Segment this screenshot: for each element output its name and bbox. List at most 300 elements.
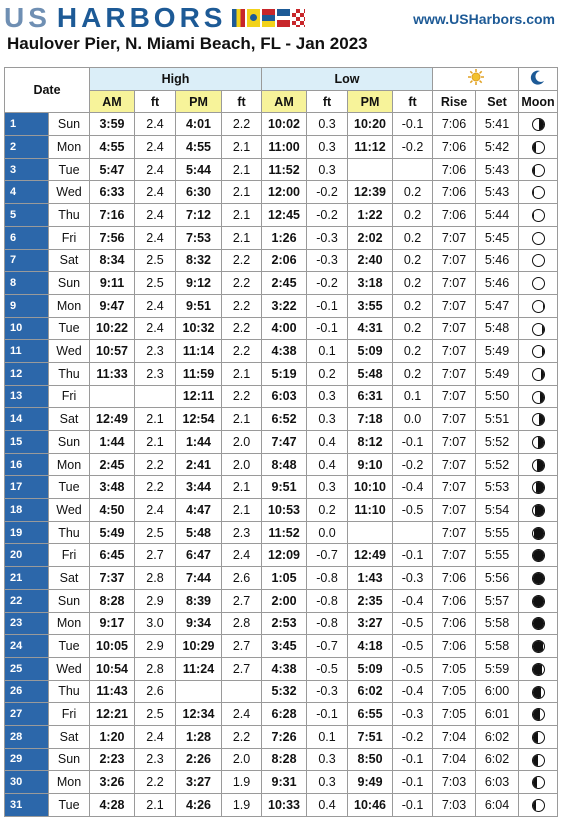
sunrise-time: 7:07 [433, 408, 476, 431]
day-number: 17 [5, 476, 49, 499]
day-name: Thu [49, 680, 90, 703]
high-pm-height: 2.1 [222, 226, 262, 249]
day-number: 4 [5, 181, 49, 204]
low-am-time: 9:51 [262, 476, 307, 499]
day-name: Tue [49, 635, 90, 658]
high-am-time: 6:45 [90, 544, 135, 567]
day-name: Tue [49, 476, 90, 499]
moon-phase-icon [532, 277, 545, 290]
moon-phase-cell [519, 204, 558, 227]
table-row [5, 657, 558, 680]
day-number: 14 [5, 408, 49, 431]
day-name: Sat [49, 567, 90, 590]
low-pm-height [393, 158, 433, 181]
day-number: 6 [5, 226, 49, 249]
low-am-height: 0.3 [307, 136, 348, 159]
high-pm-height: 2.1 [222, 181, 262, 204]
sunrise-time: 7:07 [433, 476, 476, 499]
sunrise-time: 7:06 [433, 181, 476, 204]
moon-phase-cell [519, 249, 558, 272]
day-number: 11 [5, 340, 49, 363]
day-number: 1 [5, 113, 49, 136]
low-pm-height: -0.3 [393, 567, 433, 590]
high-am-time: 10:54 [90, 657, 135, 680]
low-am-height: -0.3 [307, 249, 348, 272]
low-pm-time: 11:10 [348, 499, 393, 522]
sunset-time: 5:49 [476, 340, 519, 363]
low-pm-time: 1:43 [348, 567, 393, 590]
table-row [5, 499, 558, 522]
low-am-header: AM [262, 90, 307, 113]
moon-phase-cell [519, 408, 558, 431]
day-name: Thu [49, 204, 90, 227]
moon-phase-icon [532, 617, 545, 630]
sunrise-time: 7:07 [433, 340, 476, 363]
sunset-time: 5:42 [476, 136, 519, 159]
high-am-height: 2.3 [135, 340, 176, 363]
high-pm-time: 6:30 [176, 181, 222, 204]
sunrise-time: 7:07 [433, 385, 476, 408]
sunset-time: 5:51 [476, 408, 519, 431]
high-am-time: 10:22 [90, 317, 135, 340]
website-link[interactable]: www.USHarbors.com [413, 11, 555, 27]
low-am-height: 0.3 [307, 476, 348, 499]
low-pm-time: 6:31 [348, 385, 393, 408]
day-number: 13 [5, 385, 49, 408]
low-am-time: 11:00 [262, 136, 307, 159]
high-pm-height: 2.1 [222, 499, 262, 522]
moon-phase-cell [519, 113, 558, 136]
high-pm-time: 12:11 [176, 385, 222, 408]
low-pm-height: -0.1 [393, 544, 433, 567]
high-am-height: 2.7 [135, 544, 176, 567]
low-am-height: -0.1 [307, 317, 348, 340]
sunset-time: 5:59 [476, 657, 519, 680]
moon-phase-icon [532, 504, 545, 517]
day-number: 25 [5, 657, 49, 680]
high-am-height: 2.4 [135, 204, 176, 227]
high-pm-time [176, 680, 222, 703]
moon-phase-icon [532, 413, 545, 426]
sunset-time: 5:55 [476, 544, 519, 567]
sunrise-time: 7:07 [433, 521, 476, 544]
high-am-height: 2.9 [135, 589, 176, 612]
low-am-time: 7:26 [262, 725, 307, 748]
low-pm-time: 5:09 [348, 657, 393, 680]
moon-phase-icon [532, 481, 545, 494]
high-am-height [135, 385, 176, 408]
high-pm-height: 2.2 [222, 272, 262, 295]
low-am-height: -0.2 [307, 272, 348, 295]
moon-phase-cell [519, 431, 558, 454]
moon-phase-cell [519, 181, 558, 204]
table-row [5, 317, 558, 340]
low-pm-height: -0.4 [393, 476, 433, 499]
low-am-height: 0.1 [307, 725, 348, 748]
low-pm-time: 7:51 [348, 725, 393, 748]
high-pm-time: 12:54 [176, 408, 222, 431]
sunset-time: 5:46 [476, 272, 519, 295]
moon-phase-icon [532, 391, 545, 404]
day-name: Mon [49, 294, 90, 317]
sunset-time: 6:03 [476, 771, 519, 794]
high-am-height: 2.2 [135, 771, 176, 794]
moon-phase-icon [532, 141, 545, 154]
day-name: Sun [49, 272, 90, 295]
moon-phase-cell [519, 521, 558, 544]
high-am-time: 6:33 [90, 181, 135, 204]
high-pm-time: 1:28 [176, 725, 222, 748]
sunset-time: 5:52 [476, 431, 519, 454]
sunset-time: 6:01 [476, 703, 519, 726]
high-pm-height [222, 680, 262, 703]
low-pm-height: 0.2 [393, 181, 433, 204]
day-number: 20 [5, 544, 49, 567]
high-pm-height: 2.0 [222, 748, 262, 771]
high-pm-height: 1.9 [222, 771, 262, 794]
moon-phase-cell [519, 589, 558, 612]
high-pm-header: PM [176, 90, 222, 113]
day-number: 9 [5, 294, 49, 317]
day-name: Wed [49, 340, 90, 363]
day-number: 16 [5, 453, 49, 476]
moon-phase-icon [532, 164, 545, 177]
low-pm-height: -0.4 [393, 680, 433, 703]
low-pm-header: PM [348, 90, 393, 113]
low-pm-time: 6:02 [348, 680, 393, 703]
sunset-time: 6:02 [476, 748, 519, 771]
low-pm-height: -0.2 [393, 136, 433, 159]
low-pm-time: 7:18 [348, 408, 393, 431]
high-am-time: 2:23 [90, 748, 135, 771]
high-pm-height: 2.8 [222, 612, 262, 635]
sunset-time: 5:58 [476, 635, 519, 658]
low-pm-height: -0.5 [393, 499, 433, 522]
low-pm-height: 0.2 [393, 272, 433, 295]
moon-phase-cell [519, 476, 558, 499]
moon-phase-icon [532, 459, 545, 472]
low-am-time: 2:53 [262, 612, 307, 635]
low-pm-time: 10:10 [348, 476, 393, 499]
high-pm-time: 7:44 [176, 567, 222, 590]
high-pm-height: 2.0 [222, 453, 262, 476]
sunset-time: 5:48 [476, 317, 519, 340]
sunrise-time: 7:06 [433, 113, 476, 136]
low-am-time: 5:19 [262, 362, 307, 385]
low-pm-height: 0.2 [393, 294, 433, 317]
low-pm-height: -0.5 [393, 635, 433, 658]
low-am-time: 10:53 [262, 499, 307, 522]
day-name: Sat [49, 408, 90, 431]
moon-phase-icon [532, 186, 545, 199]
high-pm-height: 2.7 [222, 657, 262, 680]
sunset-time: 5:53 [476, 476, 519, 499]
sunset-time: 5:43 [476, 158, 519, 181]
low-am-time: 12:45 [262, 204, 307, 227]
high-pm-time: 11:14 [176, 340, 222, 363]
low-am-time: 12:00 [262, 181, 307, 204]
day-name: Fri [49, 544, 90, 567]
sunset-time: 5:45 [476, 226, 519, 249]
low-am-time: 2:06 [262, 249, 307, 272]
sunset-time: 5:46 [476, 249, 519, 272]
moon-phase-icon [532, 436, 545, 449]
tide-table [4, 67, 558, 817]
sunrise-time: 7:07 [433, 294, 476, 317]
high-pm-height: 1.9 [222, 794, 262, 817]
table-row [5, 589, 558, 612]
crescent-moon-icon [530, 69, 546, 85]
moon-phase-icon [532, 708, 545, 721]
high-am-time: 8:28 [90, 589, 135, 612]
high-am-time: 9:17 [90, 612, 135, 635]
high-am-height: 2.4 [135, 294, 176, 317]
low-pm-height: 0.2 [393, 340, 433, 363]
low-am-height: 0.1 [307, 340, 348, 363]
sun-header [433, 68, 519, 91]
sunrise-time: 7:07 [433, 226, 476, 249]
moon-phase-icon [532, 572, 545, 585]
table-row [5, 725, 558, 748]
low-pm-time: 6:55 [348, 703, 393, 726]
high-am-height: 2.1 [135, 794, 176, 817]
low-pm-height: -0.1 [393, 794, 433, 817]
high-pm-height: 2.1 [222, 158, 262, 181]
low-pm-time [348, 158, 393, 181]
high-am-height: 2.6 [135, 680, 176, 703]
low-pm-height: -0.1 [393, 113, 433, 136]
moon-phase-cell [519, 385, 558, 408]
moon-phase-icon [532, 686, 545, 699]
low-am-time: 8:28 [262, 748, 307, 771]
day-number: 12 [5, 362, 49, 385]
high-am-time: 9:47 [90, 294, 135, 317]
low-am-time: 5:32 [262, 680, 307, 703]
low-pm-time: 10:46 [348, 794, 393, 817]
high-am-height: 2.5 [135, 249, 176, 272]
moon-header-icon-cell [519, 68, 558, 91]
high-pm-time: 8:32 [176, 249, 222, 272]
low-pm-time: 5:48 [348, 362, 393, 385]
high-am-time: 2:45 [90, 453, 135, 476]
high-am-height: 2.3 [135, 362, 176, 385]
day-name: Fri [49, 703, 90, 726]
high-am-height: 2.5 [135, 521, 176, 544]
sunrise-time: 7:07 [433, 272, 476, 295]
high-am-height: 2.4 [135, 317, 176, 340]
low-am-time: 3:45 [262, 635, 307, 658]
sunrise-time: 7:05 [433, 680, 476, 703]
low-am-height: -0.8 [307, 612, 348, 635]
high-pm-height: 2.2 [222, 340, 262, 363]
high-pm-time: 4:55 [176, 136, 222, 159]
sunset-time: 5:50 [476, 385, 519, 408]
table-row [5, 612, 558, 635]
high-am-time: 1:44 [90, 431, 135, 454]
table-row [5, 249, 558, 272]
low-pm-height: -0.1 [393, 771, 433, 794]
sunrise-time: 7:07 [433, 362, 476, 385]
day-name: Sat [49, 249, 90, 272]
high-pm-height: 2.1 [222, 476, 262, 499]
high-pm-time: 10:29 [176, 635, 222, 658]
low-header: Low [262, 68, 433, 91]
table-row [5, 794, 558, 817]
brand-logo[interactable] [4, 3, 305, 33]
table-row [5, 544, 558, 567]
sunset-header: Set [476, 90, 519, 113]
moon-phase-icon [532, 323, 545, 336]
high-am-time: 1:20 [90, 725, 135, 748]
moon-phase-cell [519, 657, 558, 680]
day-name: Mon [49, 136, 90, 159]
moon-phase-cell [519, 499, 558, 522]
day-number: 21 [5, 567, 49, 590]
moon-phase-cell [519, 136, 558, 159]
high-am-time: 3:48 [90, 476, 135, 499]
high-am-time: 12:49 [90, 408, 135, 431]
high-am-height: 2.5 [135, 703, 176, 726]
low-am-height: -0.3 [307, 226, 348, 249]
low-pm-height: -0.2 [393, 725, 433, 748]
high-pm-ft-header: ft [222, 90, 262, 113]
day-number: 7 [5, 249, 49, 272]
high-pm-time: 4:26 [176, 794, 222, 817]
sunrise-time: 7:07 [433, 499, 476, 522]
low-am-height: 0.4 [307, 453, 348, 476]
sunset-time: 5:55 [476, 521, 519, 544]
day-name: Fri [49, 226, 90, 249]
high-am-height: 2.3 [135, 748, 176, 771]
high-am-height: 2.9 [135, 635, 176, 658]
high-pm-height: 2.6 [222, 567, 262, 590]
high-pm-height: 2.2 [222, 294, 262, 317]
high-pm-time: 2:41 [176, 453, 222, 476]
moon-phase-icon [532, 799, 545, 812]
high-am-time: 5:47 [90, 158, 135, 181]
moon-phase-cell [519, 362, 558, 385]
low-pm-height: 0.2 [393, 204, 433, 227]
low-am-height: -0.7 [307, 635, 348, 658]
day-number: 19 [5, 521, 49, 544]
day-number: 24 [5, 635, 49, 658]
day-name: Fri [49, 385, 90, 408]
high-header: High [90, 68, 262, 91]
table-row [5, 703, 558, 726]
high-am-height: 2.5 [135, 272, 176, 295]
moon-phase-icon [532, 754, 545, 767]
low-am-height: -0.8 [307, 589, 348, 612]
moon-phase-cell [519, 226, 558, 249]
day-number: 29 [5, 748, 49, 771]
low-pm-time: 9:49 [348, 771, 393, 794]
sunrise-time: 7:06 [433, 635, 476, 658]
day-name: Sun [49, 748, 90, 771]
table-row [5, 136, 558, 159]
high-pm-time: 11:59 [176, 362, 222, 385]
low-pm-height: -0.5 [393, 612, 433, 635]
low-pm-height: 0.0 [393, 408, 433, 431]
table-row [5, 748, 558, 771]
table-row [5, 181, 558, 204]
high-pm-time: 11:24 [176, 657, 222, 680]
high-am-time: 10:57 [90, 340, 135, 363]
day-name: Sat [49, 725, 90, 748]
high-am-time: 9:11 [90, 272, 135, 295]
high-am-height: 2.4 [135, 499, 176, 522]
day-number: 23 [5, 612, 49, 635]
high-pm-height: 2.3 [222, 521, 262, 544]
low-pm-height: -0.5 [393, 657, 433, 680]
day-name: Sun [49, 113, 90, 136]
high-pm-time: 2:26 [176, 748, 222, 771]
day-number: 10 [5, 317, 49, 340]
sunrise-time: 7:04 [433, 748, 476, 771]
low-pm-height: -0.2 [393, 453, 433, 476]
low-pm-height: -0.1 [393, 431, 433, 454]
high-pm-time: 4:01 [176, 113, 222, 136]
sunrise-time: 7:07 [433, 431, 476, 454]
high-am-time: 7:16 [90, 204, 135, 227]
high-pm-time: 12:34 [176, 703, 222, 726]
high-pm-time: 10:32 [176, 317, 222, 340]
low-am-time: 4:00 [262, 317, 307, 340]
high-am-height: 2.2 [135, 453, 176, 476]
day-number: 28 [5, 725, 49, 748]
high-am-height: 2.8 [135, 657, 176, 680]
high-pm-time: 4:47 [176, 499, 222, 522]
high-pm-height: 2.4 [222, 703, 262, 726]
sunset-time: 5:54 [476, 499, 519, 522]
day-number: 5 [5, 204, 49, 227]
sunset-time: 5:43 [476, 181, 519, 204]
day-name: Tue [49, 158, 90, 181]
table-row [5, 385, 558, 408]
sunrise-time: 7:03 [433, 771, 476, 794]
table-row [5, 158, 558, 181]
low-pm-time: 10:20 [348, 113, 393, 136]
high-am-time: 11:43 [90, 680, 135, 703]
logo-us-text: US [4, 2, 51, 33]
high-am-height: 2.4 [135, 181, 176, 204]
tide-table-body [5, 113, 558, 816]
high-pm-time: 5:44 [176, 158, 222, 181]
signal-flags-icon [232, 9, 305, 27]
moon-phase-icon [532, 527, 545, 540]
day-number: 8 [5, 272, 49, 295]
moon-phase-icon [532, 209, 545, 222]
high-am-height: 2.1 [135, 431, 176, 454]
low-pm-time: 8:12 [348, 431, 393, 454]
day-number: 18 [5, 499, 49, 522]
moon-phase-cell [519, 340, 558, 363]
low-pm-time: 5:09 [348, 340, 393, 363]
low-am-time: 3:22 [262, 294, 307, 317]
sunrise-time: 7:06 [433, 204, 476, 227]
low-am-height: 0.4 [307, 431, 348, 454]
moon-phase-cell [519, 453, 558, 476]
moon-phase-cell [519, 272, 558, 295]
high-am-height: 2.8 [135, 567, 176, 590]
high-pm-time: 3:27 [176, 771, 222, 794]
low-am-height: 0.3 [307, 158, 348, 181]
day-name: Wed [49, 657, 90, 680]
moon-phase-cell [519, 748, 558, 771]
moon-phase-cell [519, 294, 558, 317]
low-pm-time: 11:12 [348, 136, 393, 159]
moon-phase-icon [532, 595, 545, 608]
day-number: 31 [5, 794, 49, 817]
